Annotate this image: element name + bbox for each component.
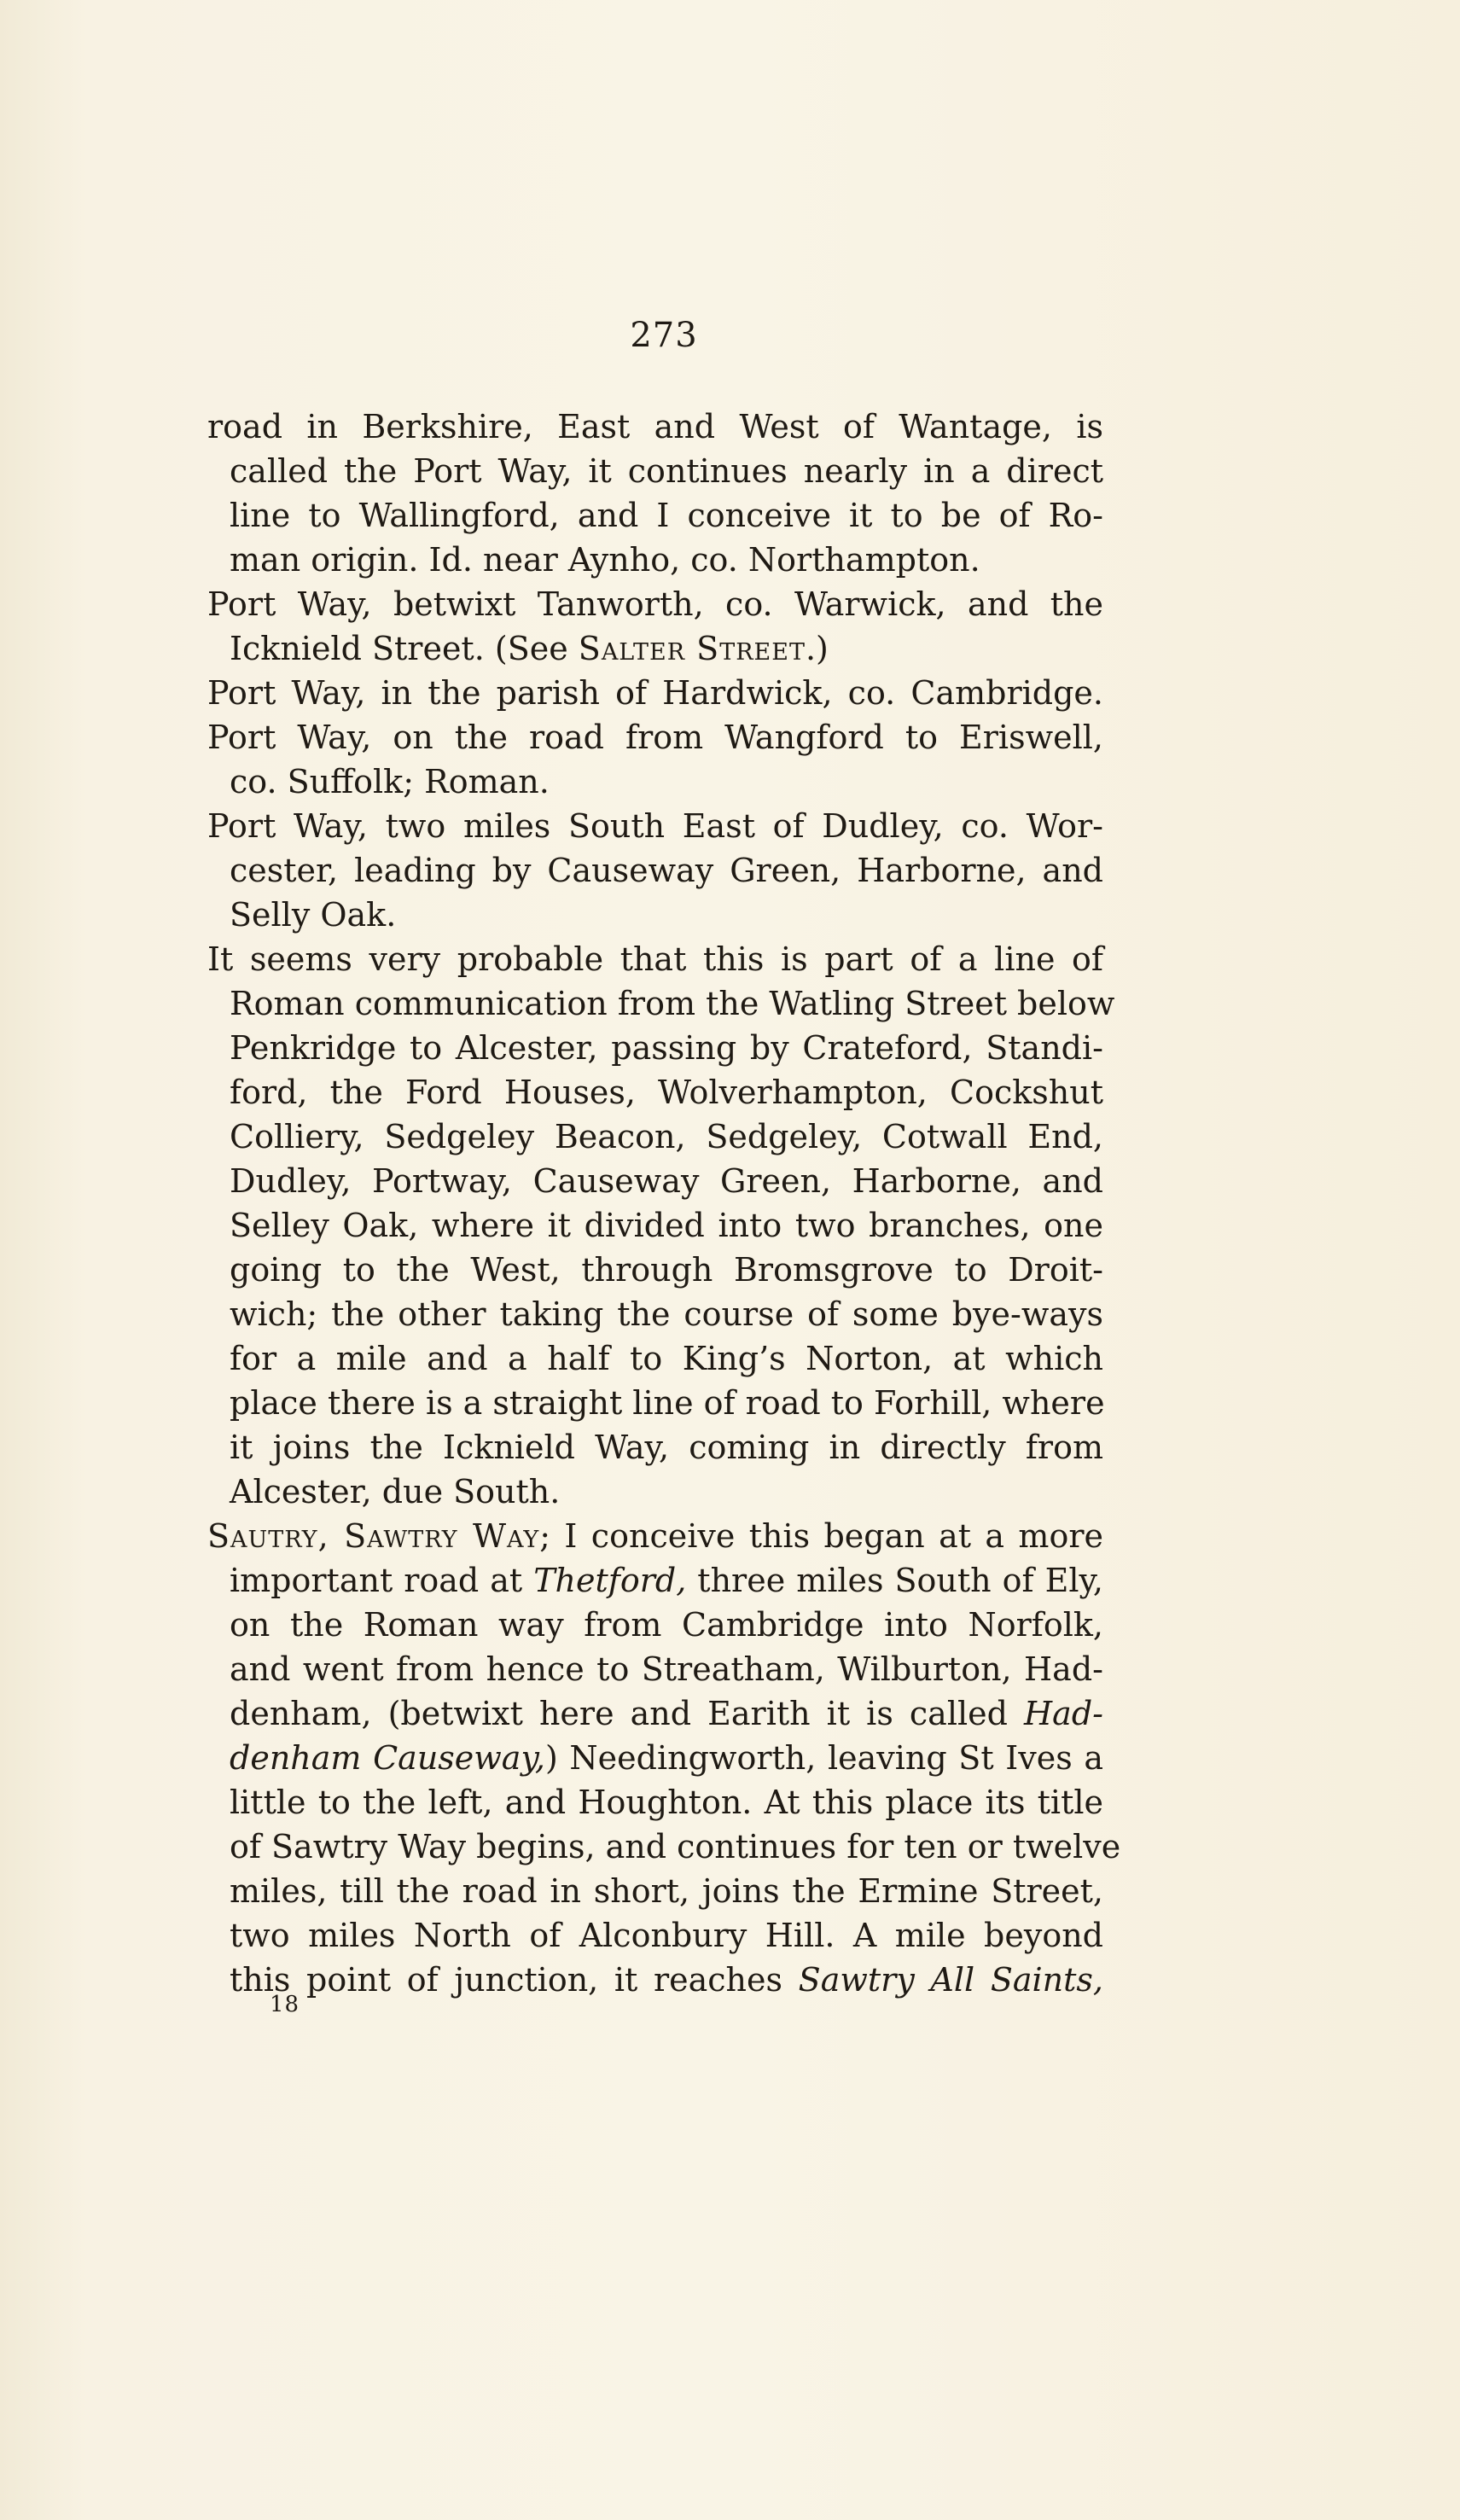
text-line: [230, 1736, 1103, 1780]
text-line: Selley Oak, where it divided into two branches, one: [230, 1207, 1103, 1244]
page-number: 273: [630, 316, 698, 355]
italic-place-name: Sawtry All Saints,: [798, 1961, 1103, 1999]
text-line: ford, the Ford Houses, Wolverhampton, Cockshut: [230, 1074, 1103, 1111]
text-run: important road at: [230, 1562, 534, 1599]
text-line: miles, till the road in short, joins the Ermine Street,: [230, 1872, 1103, 1910]
text-line: on the Roman way from Cambridge into Norfolk,: [230, 1606, 1103, 1644]
text-line: [207, 1514, 1103, 1558]
text-line: man origin. Id. near Aynho, co. Northampton.: [230, 541, 980, 579]
text-line: two miles North of Alconbury Hill. A mile beyond: [230, 1917, 1103, 1954]
text-line: Port Way, on the road from Wangford to Eriswell,: [207, 719, 1103, 756]
text-line: Penkridge to Alcester, passing by Crateford, Standi-: [230, 1029, 1103, 1067]
text-line: co. Suffolk; Roman.: [230, 763, 550, 800]
entry-heading: Sautry, Sawtry Way: [207, 1517, 540, 1555]
text-line: Port Way, two miles South East of Dudley, co. Wor-: [207, 807, 1103, 845]
text-line: it joins the Icknield Way, coming in directly from: [230, 1429, 1103, 1466]
text-run: ; I conceive this began at a more: [539, 1517, 1103, 1555]
text-line: Roman communication from the Watling Street below: [230, 985, 1115, 1022]
text-run: .): [805, 630, 829, 667]
text-run: this point of junction, it reaches: [230, 1961, 799, 1999]
text-line: It seems very probable that this is part of a line of: [207, 940, 1103, 978]
text-line: road in Berkshire, East and West of Wantage, is: [207, 408, 1103, 445]
text-line: of Sawtry Way begins, and continues for ten or twelve: [230, 1828, 1121, 1865]
text-line: [230, 626, 1103, 671]
text-line: Port Way, betwixt Tanworth, co. Warwick, and the: [207, 585, 1103, 623]
text-line: for a mile and a half to King’s Norton, at which: [230, 1340, 1103, 1377]
italic-place-name: Thetford,: [533, 1562, 687, 1599]
text-line: Port Way, in the parish of Hardwick, co. Cambridge.: [207, 674, 1103, 712]
text-run: Icknield Street. (See: [230, 630, 579, 667]
text-line: place there is a straight line of road to Forhill, where: [230, 1384, 1105, 1422]
text-line: Alcester, due South.: [230, 1473, 561, 1510]
text-line: Selly Oak.: [230, 896, 397, 934]
signature-mark: 18: [270, 1992, 300, 2017]
text-line: cester, leading by Causeway Green, Harborne, and: [230, 852, 1103, 889]
text-line: Dudley, Portway, Causeway Green, Harborne, and: [230, 1162, 1103, 1200]
text-line: called the Port Way, it continues nearly in a direct: [230, 452, 1103, 490]
text-line: little to the left, and Houghton. At this place its title: [230, 1784, 1103, 1821]
italic-place-name: Had-: [1024, 1695, 1103, 1732]
text-line: [230, 1558, 1103, 1603]
text-line: line to Wallingford, and I conceive it to be of Ro-: [230, 497, 1103, 534]
text-line: [230, 1691, 1103, 1736]
text-line: and went from hence to Streatham, Wilburton, Had-: [230, 1650, 1103, 1688]
cross-reference: Salter Street: [578, 630, 806, 667]
text-line: Colliery, Sedgeley Beacon, Sedgeley, Cotwall End,: [230, 1118, 1103, 1155]
italic-place-name: denham Causeway,: [230, 1739, 545, 1777]
text-run: ) Needingworth, leaving St Ives a: [544, 1739, 1104, 1777]
text-line: [230, 1958, 1103, 2002]
text-line: going to the West, through Bromsgrove to Droit-: [230, 1251, 1103, 1289]
text-run: three miles South of Ely,: [686, 1562, 1103, 1599]
text-run: denham, (betwixt here and Earith it is called: [230, 1695, 1025, 1732]
text-line: wich; the other taking the course of some bye-ways: [230, 1295, 1103, 1333]
